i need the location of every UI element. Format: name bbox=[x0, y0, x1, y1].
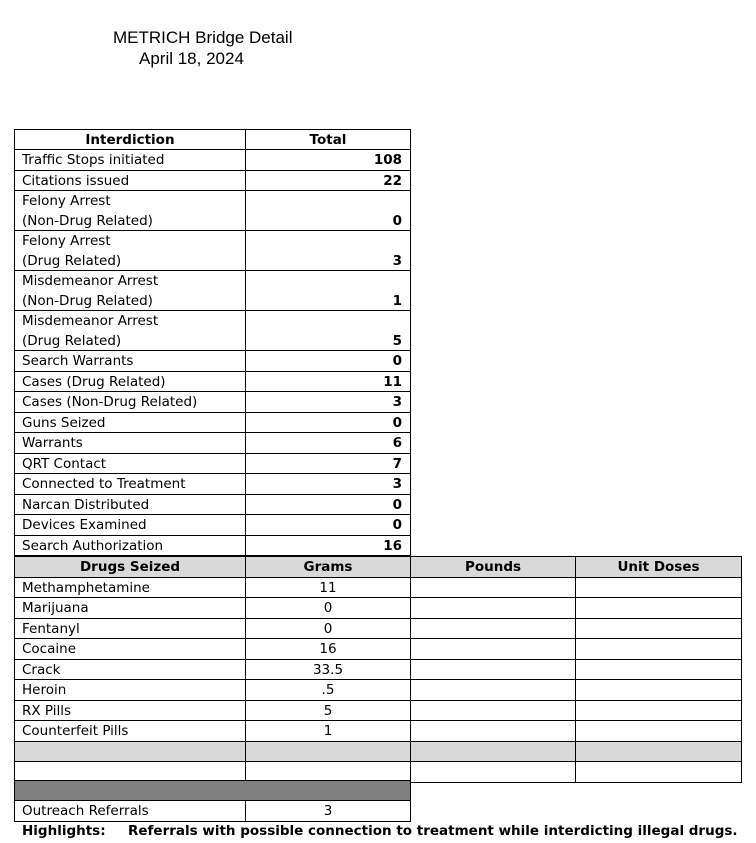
interdiction-row-value: 3 bbox=[245, 391, 411, 413]
drugs-seized-header: Drugs Seized bbox=[14, 556, 246, 578]
row-label-line-2: (Non-Drug Related) bbox=[22, 213, 153, 229]
interdiction-row-label bbox=[14, 149, 246, 171]
interdiction-row-label bbox=[14, 170, 246, 192]
interdiction-row-label bbox=[14, 514, 246, 536]
drug-row-pounds bbox=[410, 720, 576, 742]
row-label-line: Cases (Non-Drug Related) bbox=[22, 394, 198, 410]
row-label-line: QRT Contact bbox=[22, 455, 107, 472]
interdiction-row-label bbox=[14, 453, 246, 475]
row-label-line-2: (Non-Drug Related) bbox=[22, 293, 153, 309]
drug-row-unit-doses bbox=[575, 618, 742, 640]
drug-row-unit-doses bbox=[575, 659, 742, 681]
empty-cell bbox=[575, 761, 742, 783]
row-label-line: Misdemeanor Arrest bbox=[22, 313, 159, 329]
interdiction-row-value: 3 bbox=[245, 230, 411, 271]
interdiction-row-value: 3 bbox=[245, 473, 411, 495]
empty-gray-cell bbox=[245, 741, 411, 763]
interdiction-row-label bbox=[14, 391, 246, 413]
drug-row-label: Heroin bbox=[14, 679, 246, 701]
interdiction-row-value: 0 bbox=[245, 494, 411, 516]
interdiction-row-label bbox=[14, 310, 246, 351]
row-label-line: Cases (Drug Related) bbox=[22, 373, 166, 390]
interdiction-row-value: 0 bbox=[245, 514, 411, 536]
interdiction-row-label bbox=[14, 270, 246, 311]
drug-row-unit-doses bbox=[575, 638, 742, 660]
drug-row-label: Methamphetamine bbox=[14, 577, 246, 599]
row-label-line: Felony Arrest bbox=[22, 193, 111, 209]
row-label-line: Citations issued bbox=[22, 172, 130, 189]
drug-row-unit-doses bbox=[575, 679, 742, 701]
pounds-header: Pounds bbox=[410, 556, 576, 578]
drug-row-pounds bbox=[410, 659, 576, 681]
interdiction-row-value: 108 bbox=[245, 149, 411, 171]
interdiction-row-value: 6 bbox=[245, 432, 411, 454]
drug-row-pounds bbox=[410, 618, 576, 640]
grams-header: Grams bbox=[245, 556, 411, 578]
drug-row-grams: 1 bbox=[245, 720, 411, 742]
empty-gray-cell bbox=[14, 741, 246, 763]
drug-row-label: Crack bbox=[14, 659, 246, 681]
report-title: METRICH Bridge Detail bbox=[113, 28, 293, 47]
report-date: April 18, 2024 bbox=[139, 49, 244, 68]
interdiction-row-value: 0 bbox=[245, 350, 411, 372]
interdiction-row-value: 11 bbox=[245, 371, 411, 393]
drug-row-unit-doses bbox=[575, 577, 742, 599]
interdiction-row-value: 22 bbox=[245, 170, 411, 192]
row-label-line: Felony Arrest bbox=[22, 233, 111, 249]
highlights-text: Referrals with possible connection to treatment while interdicting illegal drugs. bbox=[128, 823, 738, 839]
outreach-value: 3 bbox=[245, 800, 411, 822]
drug-row-grams: 0 bbox=[245, 618, 411, 640]
interdiction-row-label bbox=[14, 494, 246, 516]
drug-row-pounds bbox=[410, 638, 576, 660]
interdiction-row-label bbox=[14, 432, 246, 454]
drug-row-label: Fentanyl bbox=[14, 618, 246, 640]
row-label-line: Narcan Distributed bbox=[22, 496, 150, 513]
drug-row-grams: 5 bbox=[245, 700, 411, 722]
interdiction-row-value: 5 bbox=[245, 310, 411, 351]
interdiction-row-label bbox=[14, 190, 246, 231]
drug-row-label: RX Pills bbox=[14, 700, 246, 722]
empty-gray-cell bbox=[575, 741, 742, 763]
highlights-label: Highlights: bbox=[22, 823, 106, 839]
drug-row-pounds bbox=[410, 597, 576, 619]
row-label-line: Misdemeanor Arrest bbox=[22, 273, 159, 289]
row-label-line-2: (Drug Related) bbox=[22, 333, 122, 349]
empty-gray-cell bbox=[410, 741, 576, 763]
row-label-line: Traffic Stops initiated bbox=[22, 152, 165, 168]
total-header: Total bbox=[245, 129, 411, 150]
drug-row-unit-doses bbox=[575, 597, 742, 619]
interdiction-row-label bbox=[14, 535, 246, 557]
interdiction-row-value: 16 bbox=[245, 535, 411, 557]
drug-row-pounds bbox=[410, 700, 576, 722]
interdiction-row-value: 7 bbox=[245, 453, 411, 475]
interdiction-row-label bbox=[14, 371, 246, 393]
drug-row-grams: 0 bbox=[245, 597, 411, 619]
drug-row-grams: .5 bbox=[245, 679, 411, 701]
drug-row-pounds bbox=[410, 679, 576, 701]
row-label-line: Guns Seized bbox=[22, 414, 106, 431]
row-label-line: Search Warrants bbox=[22, 353, 134, 369]
outreach-label: Outreach Referrals bbox=[14, 800, 246, 822]
interdiction-row-label bbox=[14, 350, 246, 372]
drug-row-unit-doses bbox=[575, 700, 742, 722]
drug-row-unit-doses bbox=[575, 720, 742, 742]
interdiction-row-label bbox=[14, 412, 246, 434]
row-label-line: Connected to Treatment bbox=[22, 476, 186, 492]
interdiction-row-label bbox=[14, 473, 246, 495]
interdiction-row-label bbox=[14, 230, 246, 271]
drug-row-label: Cocaine bbox=[14, 638, 246, 660]
row-label-line: Warrants bbox=[22, 435, 83, 451]
empty-cell bbox=[410, 761, 576, 783]
drug-row-label: Counterfeit Pills bbox=[14, 720, 246, 742]
row-label-line-2: (Drug Related) bbox=[22, 253, 122, 269]
divider-bar bbox=[14, 780, 411, 801]
row-label-line: Search Authorization bbox=[22, 537, 164, 554]
drug-row-grams: 11 bbox=[245, 577, 411, 599]
drug-row-grams: 33.5 bbox=[245, 659, 411, 681]
interdiction-row-value: 0 bbox=[245, 190, 411, 231]
drug-row-label: Marijuana bbox=[14, 597, 246, 619]
drug-row-grams: 16 bbox=[245, 638, 411, 660]
interdiction-row-value: 1 bbox=[245, 270, 411, 311]
row-label-line: Devices Examined bbox=[22, 517, 147, 533]
drug-row-pounds bbox=[410, 577, 576, 599]
unit-doses-header: Unit Doses bbox=[575, 556, 742, 578]
interdiction-header: Interdiction bbox=[14, 129, 246, 150]
interdiction-row-value: 0 bbox=[245, 412, 411, 434]
